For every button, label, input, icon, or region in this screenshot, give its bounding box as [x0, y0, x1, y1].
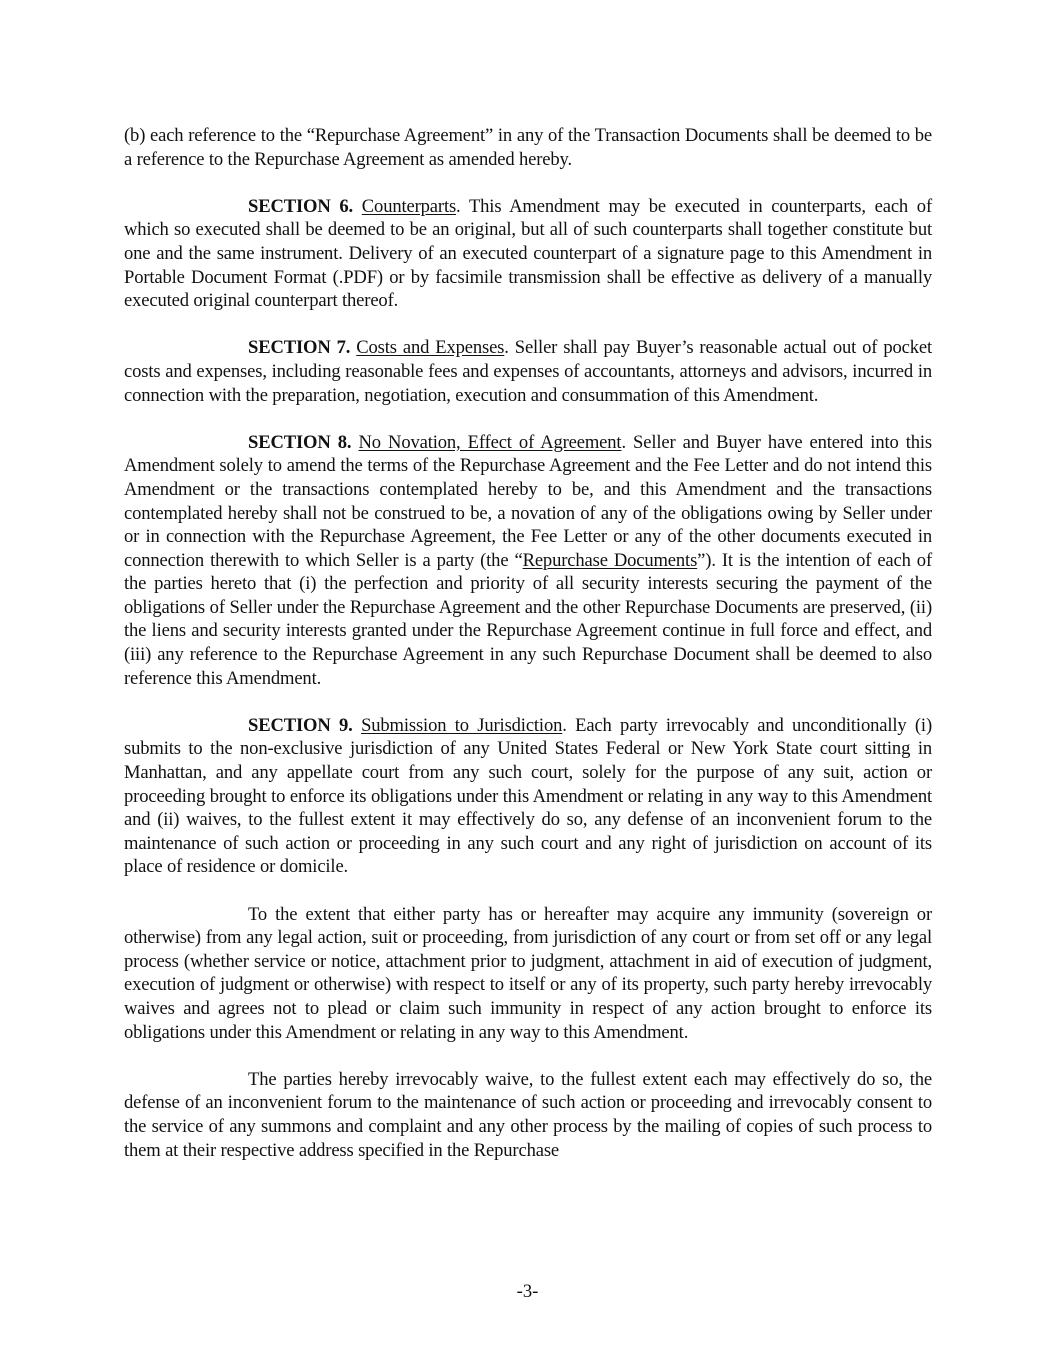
section-body: . This Amendment may be executed in counterparts, each of which so executed shall be deemed to be an original, but all of such counterparts shall together constitute but one and the same instrument. Delivery of an executed counterpart of a signature page to this Amendment in Portable Document Format (.PDF) or by facsimile transmission shall be effective as delivery of a manually executed original counterpart thereof.	[124, 195, 932, 312]
section-number: SECTION 7.	[248, 337, 351, 359]
immunity-waiver-paragraph: To the extent that either party has or hereafter may acquire any immunity (sovereign or otherwise) from any legal action, suit or proceeding, from jurisdiction of any court or from set off or any legal process (whether service or notice, attachment prior to judgment, attachment in aid of execution of judgment, execution of judgment or otherwise) with respect to itself or any of its property, such party hereby irrevocably waives and agrees not to plead or claim such immunity in respect of any action brought to enforce its obligations under this Amendment or relating in any way to this Amendment.	[124, 903, 932, 1043]
section-body: . Each party irrevocably and unconditionally (i) submits to the non-exclusive jurisdiction of any United States Federal or New York State court sitting in Manhattan, and any appellate court from any such court, solely for the purpose of any suit, action or proceeding brought to enforce its obligations under this Amendment or relating in any way to this Amendment and (ii) waives, to the fullest extent it may effectively do so, any defense of an inconvenient forum to the maintenance of such action or proceeding in any such court and any right of jurisdiction on account of its place of residence or domicile.	[124, 714, 932, 878]
paragraph-b-continuation: (b) each reference to the “Repurchase Agreement” in any of the Transaction Documents shall be deemed to be a reference to the Repurchase Agreement as amended hereby.	[124, 125, 932, 170]
section-9-submission-to-jurisdiction	[124, 714, 932, 879]
forum-waiver-paragraph: The parties hereby irrevocably waive, to the fullest extent each may effectively do so, the defense of an inconvenient forum to the maintenance of such action or proceeding and irrevocably consent to the service of any summons and complaint and any other process by the mailing of copies of such process to them at their respective address specified in the Repurchase	[124, 1068, 932, 1161]
section-number: SECTION 8.	[248, 431, 352, 453]
section-6-counterparts	[124, 195, 932, 313]
section-7-costs-and-expenses	[124, 336, 932, 407]
section-8-no-novation	[124, 431, 932, 691]
section-number: SECTION 9.	[248, 714, 353, 736]
section-body-part-b: ”). It is the intention of each of the parties hereto that (i) the perfection and priority of all security interests securing the payment of the obligations of Seller under the Repurchase Agreement and the other Repurchase Documents are preserved, (ii) the liens and security interests granted under the Repurchase Agreement continue in full force and effect, and (iii) any reference to the Repurchase Agreement in any such Repurchase Document shall be deemed to also reference this Amendment.	[124, 549, 932, 689]
section-body-part-a: . Seller and Buyer have entered into this Amendment solely to amend the terms of the Repurchase Agreement and the Fee Letter and do not intend this Amendment or the transactions contemplated hereby to be, and this Amendment and the transactions contemplated hereby shall not be construed to be, a novation of any of the obligations owing by Seller under or in connection with the Repurchase Agreement, the Fee Letter or any of the other documents executed in connection therewith to which Seller is a party (the “	[124, 431, 932, 571]
section-body: . Seller shall pay Buyer’s reasonable actual out of pocket costs and expenses, including reasonable fees and expenses of accountants, attorneys and advisors, incurred in connection with the preparation, negotiation, execution and consummation of this Amendment.	[124, 337, 932, 406]
defined-term-repurchase-documents: Repurchase Documents	[522, 549, 698, 571]
section-heading: Counterparts	[361, 195, 457, 217]
section-heading: Submission to Jurisdiction	[361, 714, 563, 736]
section-number: SECTION 6.	[248, 195, 354, 217]
page-number: -3-	[516, 1281, 539, 1302]
section-heading: No Novation, Effect of Agreement	[358, 431, 622, 453]
document-page	[124, 124, 932, 1162]
section-heading: Costs and Expenses	[356, 337, 505, 359]
